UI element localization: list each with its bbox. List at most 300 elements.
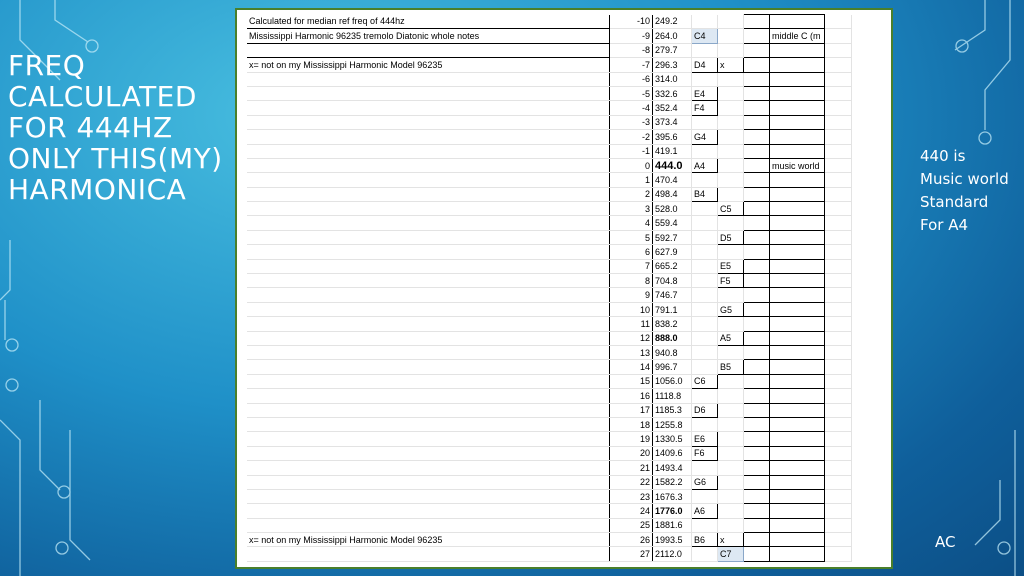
offset-cell[interactable]: 27: [610, 547, 653, 561]
note-cell[interactable]: [692, 317, 718, 331]
frequency-cell[interactable]: 888.0: [653, 331, 692, 345]
description-cell[interactable]: [247, 288, 610, 302]
empty-cell[interactable]: [744, 259, 770, 273]
note-cell[interactable]: [718, 72, 744, 86]
empty-cell[interactable]: [825, 432, 852, 446]
frequency-cell[interactable]: 498.4: [653, 187, 692, 201]
empty-cell[interactable]: [825, 15, 852, 29]
comment-cell[interactable]: [770, 446, 825, 460]
offset-cell[interactable]: -9: [610, 29, 653, 43]
offset-cell[interactable]: -1: [610, 144, 653, 158]
frequency-cell[interactable]: 1582.2: [653, 475, 692, 489]
note-cell[interactable]: [718, 130, 744, 144]
note-cell[interactable]: [718, 432, 744, 446]
empty-cell[interactable]: [744, 489, 770, 503]
description-cell[interactable]: [247, 274, 610, 288]
description-cell[interactable]: [247, 518, 610, 532]
description-cell[interactable]: [247, 417, 610, 431]
empty-cell[interactable]: [825, 230, 852, 244]
offset-cell[interactable]: 0: [610, 158, 653, 172]
empty-cell[interactable]: [825, 504, 852, 518]
note-cell[interactable]: [692, 72, 718, 86]
note-cell[interactable]: [718, 475, 744, 489]
note-cell[interactable]: G6: [692, 475, 718, 489]
empty-cell[interactable]: [825, 72, 852, 86]
offset-cell[interactable]: 26: [610, 533, 653, 547]
description-cell[interactable]: [247, 374, 610, 388]
description-cell[interactable]: [247, 461, 610, 475]
empty-cell[interactable]: [744, 360, 770, 374]
empty-cell[interactable]: [825, 302, 852, 316]
empty-cell[interactable]: [744, 86, 770, 100]
empty-cell[interactable]: [744, 331, 770, 345]
comment-cell[interactable]: [770, 331, 825, 345]
empty-cell[interactable]: [744, 187, 770, 201]
frequency-cell[interactable]: 940.8: [653, 345, 692, 359]
comment-cell[interactable]: [770, 518, 825, 532]
frequency-cell[interactable]: 746.7: [653, 288, 692, 302]
offset-cell[interactable]: -3: [610, 115, 653, 129]
empty-cell[interactable]: [825, 187, 852, 201]
note-cell[interactable]: C4: [692, 29, 718, 43]
comment-cell[interactable]: [770, 403, 825, 417]
empty-cell[interactable]: [825, 547, 852, 561]
note-cell[interactable]: [692, 489, 718, 503]
description-cell[interactable]: [247, 432, 610, 446]
empty-cell[interactable]: [825, 101, 852, 115]
frequency-cell[interactable]: 296.3: [653, 58, 692, 72]
note-cell[interactable]: [718, 15, 744, 29]
description-cell[interactable]: [247, 115, 610, 129]
empty-cell[interactable]: [744, 374, 770, 388]
empty-cell[interactable]: [825, 216, 852, 230]
offset-cell[interactable]: 12: [610, 331, 653, 345]
note-cell[interactable]: [718, 158, 744, 172]
note-cell[interactable]: x: [718, 58, 744, 72]
empty-cell[interactable]: [825, 274, 852, 288]
note-cell[interactable]: E5: [718, 259, 744, 273]
offset-cell[interactable]: 9: [610, 288, 653, 302]
comment-cell[interactable]: [770, 461, 825, 475]
note-cell[interactable]: [718, 187, 744, 201]
frequency-cell[interactable]: 704.8: [653, 274, 692, 288]
description-cell[interactable]: [247, 331, 610, 345]
comment-cell[interactable]: [770, 533, 825, 547]
empty-cell[interactable]: [744, 115, 770, 129]
frequency-cell[interactable]: 419.1: [653, 144, 692, 158]
frequency-cell[interactable]: 528.0: [653, 202, 692, 216]
note-cell[interactable]: [718, 403, 744, 417]
comment-cell[interactable]: [770, 230, 825, 244]
empty-cell[interactable]: [825, 389, 852, 403]
note-cell[interactable]: B6: [692, 533, 718, 547]
empty-cell[interactable]: [825, 374, 852, 388]
empty-cell[interactable]: [744, 475, 770, 489]
comment-cell[interactable]: [770, 43, 825, 57]
empty-cell[interactable]: [744, 547, 770, 561]
note-cell[interactable]: [718, 374, 744, 388]
description-cell[interactable]: [247, 202, 610, 216]
description-cell[interactable]: [247, 302, 610, 316]
note-cell[interactable]: [718, 144, 744, 158]
note-cell[interactable]: [692, 302, 718, 316]
comment-cell[interactable]: [770, 115, 825, 129]
empty-cell[interactable]: [744, 461, 770, 475]
note-cell[interactable]: [718, 173, 744, 187]
empty-cell[interactable]: [825, 331, 852, 345]
description-cell[interactable]: [247, 317, 610, 331]
empty-cell[interactable]: [825, 58, 852, 72]
note-cell[interactable]: [718, 115, 744, 129]
note-cell[interactable]: C6: [692, 374, 718, 388]
empty-cell[interactable]: [744, 58, 770, 72]
comment-cell[interactable]: [770, 202, 825, 216]
offset-cell[interactable]: 11: [610, 317, 653, 331]
empty-cell[interactable]: [825, 43, 852, 57]
comment-cell[interactable]: [770, 72, 825, 86]
note-cell[interactable]: G5: [718, 302, 744, 316]
description-cell[interactable]: x= not on my Mississippi Harmonic Model 96235: [247, 58, 610, 72]
offset-cell[interactable]: -2: [610, 130, 653, 144]
empty-cell[interactable]: [825, 259, 852, 273]
frequency-cell[interactable]: 1409.6: [653, 446, 692, 460]
comment-cell[interactable]: [770, 173, 825, 187]
offset-cell[interactable]: 1: [610, 173, 653, 187]
frequency-cell[interactable]: 1056.0: [653, 374, 692, 388]
frequency-cell[interactable]: 2112.0: [653, 547, 692, 561]
offset-cell[interactable]: -10: [610, 15, 653, 29]
note-cell[interactable]: [718, 461, 744, 475]
description-cell[interactable]: [247, 43, 610, 57]
note-cell[interactable]: [718, 345, 744, 359]
frequency-cell[interactable]: 665.2: [653, 259, 692, 273]
note-cell[interactable]: [692, 216, 718, 230]
note-cell[interactable]: [718, 29, 744, 43]
note-cell[interactable]: D6: [692, 403, 718, 417]
empty-cell[interactable]: [744, 417, 770, 431]
note-cell[interactable]: [718, 489, 744, 503]
offset-cell[interactable]: 17: [610, 403, 653, 417]
empty-cell[interactable]: [744, 518, 770, 532]
note-cell[interactable]: [692, 259, 718, 273]
offset-cell[interactable]: 8: [610, 274, 653, 288]
comment-cell[interactable]: music world: [770, 158, 825, 172]
empty-cell[interactable]: [744, 403, 770, 417]
frequency-cell[interactable]: 1185.3: [653, 403, 692, 417]
empty-cell[interactable]: [825, 86, 852, 100]
offset-cell[interactable]: 18: [610, 417, 653, 431]
note-cell[interactable]: [692, 360, 718, 374]
empty-cell[interactable]: [825, 173, 852, 187]
note-cell[interactable]: B4: [692, 187, 718, 201]
offset-cell[interactable]: 13: [610, 345, 653, 359]
note-cell[interactable]: [718, 101, 744, 115]
note-cell[interactable]: [718, 245, 744, 259]
description-cell[interactable]: [247, 158, 610, 172]
note-cell[interactable]: x: [718, 533, 744, 547]
empty-cell[interactable]: [744, 130, 770, 144]
frequency-cell[interactable]: 1993.5: [653, 533, 692, 547]
empty-cell[interactable]: [744, 216, 770, 230]
comment-cell[interactable]: [770, 547, 825, 561]
frequency-cell[interactable]: 1118.8: [653, 389, 692, 403]
description-cell[interactable]: [247, 403, 610, 417]
description-cell[interactable]: [247, 72, 610, 86]
frequency-cell[interactable]: 1676.3: [653, 489, 692, 503]
note-cell[interactable]: C7: [718, 547, 744, 561]
comment-cell[interactable]: [770, 216, 825, 230]
offset-cell[interactable]: 6: [610, 245, 653, 259]
frequency-cell[interactable]: 627.9: [653, 245, 692, 259]
offset-cell[interactable]: 23: [610, 489, 653, 503]
note-cell[interactable]: [718, 504, 744, 518]
note-cell[interactable]: [692, 389, 718, 403]
note-cell[interactable]: E6: [692, 432, 718, 446]
offset-cell[interactable]: 15: [610, 374, 653, 388]
empty-cell[interactable]: [825, 245, 852, 259]
empty-cell[interactable]: [744, 29, 770, 43]
description-cell[interactable]: Calculated for median ref freq of 444hz: [247, 15, 610, 29]
note-cell[interactable]: B5: [718, 360, 744, 374]
empty-cell[interactable]: [825, 317, 852, 331]
note-cell[interactable]: [718, 317, 744, 331]
empty-cell[interactable]: [744, 288, 770, 302]
empty-cell[interactable]: [744, 389, 770, 403]
note-cell[interactable]: A6: [692, 504, 718, 518]
note-cell[interactable]: [692, 461, 718, 475]
note-cell[interactable]: [692, 202, 718, 216]
frequency-cell[interactable]: 1881.6: [653, 518, 692, 532]
note-cell[interactable]: [692, 288, 718, 302]
note-cell[interactable]: A4: [692, 158, 718, 172]
offset-cell[interactable]: 10: [610, 302, 653, 316]
empty-cell[interactable]: [744, 504, 770, 518]
note-cell[interactable]: [692, 547, 718, 561]
frequency-cell[interactable]: 314.0: [653, 72, 692, 86]
frequency-cell[interactable]: 996.7: [653, 360, 692, 374]
description-cell[interactable]: [247, 130, 610, 144]
frequency-cell[interactable]: 1493.4: [653, 461, 692, 475]
frequency-cell[interactable]: 1330.5: [653, 432, 692, 446]
empty-cell[interactable]: [825, 489, 852, 503]
offset-cell[interactable]: -7: [610, 58, 653, 72]
empty-cell[interactable]: [825, 360, 852, 374]
description-cell[interactable]: [247, 547, 610, 561]
description-cell[interactable]: [247, 101, 610, 115]
empty-cell[interactable]: [744, 101, 770, 115]
note-cell[interactable]: [718, 417, 744, 431]
comment-cell[interactable]: [770, 389, 825, 403]
note-cell[interactable]: F6: [692, 446, 718, 460]
empty-cell[interactable]: [744, 533, 770, 547]
empty-cell[interactable]: [825, 403, 852, 417]
note-cell[interactable]: C5: [718, 202, 744, 216]
empty-cell[interactable]: [744, 245, 770, 259]
comment-cell[interactable]: [770, 86, 825, 100]
empty-cell[interactable]: [744, 202, 770, 216]
offset-cell[interactable]: 16: [610, 389, 653, 403]
description-cell[interactable]: x= not on my Mississippi Harmonic Model 96235: [247, 533, 610, 547]
frequency-cell[interactable]: 332.6: [653, 86, 692, 100]
description-cell[interactable]: [247, 144, 610, 158]
empty-cell[interactable]: [744, 317, 770, 331]
comment-cell[interactable]: [770, 259, 825, 273]
note-cell[interactable]: [718, 288, 744, 302]
description-cell[interactable]: [247, 86, 610, 100]
description-cell[interactable]: [247, 187, 610, 201]
frequency-cell[interactable]: 1255.8: [653, 417, 692, 431]
description-cell[interactable]: [247, 389, 610, 403]
note-cell[interactable]: D4: [692, 58, 718, 72]
offset-cell[interactable]: 22: [610, 475, 653, 489]
empty-cell[interactable]: [744, 173, 770, 187]
comment-cell[interactable]: [770, 374, 825, 388]
empty-cell[interactable]: [825, 345, 852, 359]
note-cell[interactable]: [718, 43, 744, 57]
description-cell[interactable]: [247, 216, 610, 230]
comment-cell[interactable]: middle C (m: [770, 29, 825, 43]
description-cell[interactable]: Mississippi Harmonic 96235 tremolo Diatonic whole notes: [247, 29, 610, 43]
note-cell[interactable]: A5: [718, 331, 744, 345]
description-cell[interactable]: [247, 475, 610, 489]
offset-cell[interactable]: 4: [610, 216, 653, 230]
empty-cell[interactable]: [825, 518, 852, 532]
offset-cell[interactable]: 3: [610, 202, 653, 216]
empty-cell[interactable]: [825, 115, 852, 129]
empty-cell[interactable]: [744, 345, 770, 359]
empty-cell[interactable]: [744, 432, 770, 446]
empty-cell[interactable]: [744, 230, 770, 244]
comment-cell[interactable]: [770, 101, 825, 115]
comment-cell[interactable]: [770, 245, 825, 259]
frequency-cell[interactable]: 838.2: [653, 317, 692, 331]
empty-cell[interactable]: [744, 302, 770, 316]
note-cell[interactable]: D5: [718, 230, 744, 244]
empty-cell[interactable]: [744, 72, 770, 86]
note-cell[interactable]: [718, 518, 744, 532]
comment-cell[interactable]: [770, 360, 825, 374]
frequency-cell[interactable]: 444.0: [653, 158, 692, 172]
description-cell[interactable]: [247, 345, 610, 359]
frequency-cell[interactable]: 1776.0: [653, 504, 692, 518]
note-cell[interactable]: [692, 43, 718, 57]
offset-cell[interactable]: -8: [610, 43, 653, 57]
empty-cell[interactable]: [744, 446, 770, 460]
note-cell[interactable]: E4: [692, 86, 718, 100]
frequency-cell[interactable]: 352.4: [653, 101, 692, 115]
empty-cell[interactable]: [825, 461, 852, 475]
note-cell[interactable]: [692, 144, 718, 158]
offset-cell[interactable]: -6: [610, 72, 653, 86]
empty-cell[interactable]: [825, 446, 852, 460]
frequency-cell[interactable]: 373.4: [653, 115, 692, 129]
note-cell[interactable]: F5: [718, 274, 744, 288]
empty-cell[interactable]: [825, 417, 852, 431]
note-cell[interactable]: G4: [692, 130, 718, 144]
frequency-cell[interactable]: 395.6: [653, 130, 692, 144]
empty-cell[interactable]: [744, 144, 770, 158]
offset-cell[interactable]: 24: [610, 504, 653, 518]
offset-cell[interactable]: 5: [610, 230, 653, 244]
comment-cell[interactable]: [770, 475, 825, 489]
frequency-cell[interactable]: 559.4: [653, 216, 692, 230]
note-cell[interactable]: [692, 331, 718, 345]
empty-cell[interactable]: [744, 274, 770, 288]
frequency-cell[interactable]: 279.7: [653, 43, 692, 57]
frequency-cell[interactable]: 249.2: [653, 15, 692, 29]
comment-cell[interactable]: [770, 302, 825, 316]
note-cell[interactable]: [692, 518, 718, 532]
description-cell[interactable]: [247, 360, 610, 374]
offset-cell[interactable]: 7: [610, 259, 653, 273]
note-cell[interactable]: [718, 389, 744, 403]
note-cell[interactable]: [692, 245, 718, 259]
note-cell[interactable]: [692, 345, 718, 359]
comment-cell[interactable]: [770, 417, 825, 431]
offset-cell[interactable]: 20: [610, 446, 653, 460]
offset-cell[interactable]: 21: [610, 461, 653, 475]
comment-cell[interactable]: [770, 15, 825, 29]
note-cell[interactable]: F4: [692, 101, 718, 115]
note-cell[interactable]: [718, 86, 744, 100]
note-cell[interactable]: [692, 274, 718, 288]
frequency-cell[interactable]: 791.1: [653, 302, 692, 316]
note-cell[interactable]: [718, 216, 744, 230]
description-cell[interactable]: [247, 259, 610, 273]
empty-cell[interactable]: [825, 158, 852, 172]
empty-cell[interactable]: [825, 288, 852, 302]
comment-cell[interactable]: [770, 288, 825, 302]
offset-cell[interactable]: 25: [610, 518, 653, 532]
comment-cell[interactable]: [770, 489, 825, 503]
description-cell[interactable]: [247, 446, 610, 460]
offset-cell[interactable]: 2: [610, 187, 653, 201]
comment-cell[interactable]: [770, 144, 825, 158]
note-cell[interactable]: [692, 173, 718, 187]
note-cell[interactable]: [718, 446, 744, 460]
comment-cell[interactable]: [770, 317, 825, 331]
description-cell[interactable]: [247, 230, 610, 244]
note-cell[interactable]: [692, 417, 718, 431]
frequency-cell[interactable]: 592.7: [653, 230, 692, 244]
offset-cell[interactable]: 19: [610, 432, 653, 446]
empty-cell[interactable]: [825, 144, 852, 158]
comment-cell[interactable]: [770, 130, 825, 144]
offset-cell[interactable]: -5: [610, 86, 653, 100]
frequency-cell[interactable]: 470.4: [653, 173, 692, 187]
empty-cell[interactable]: [825, 29, 852, 43]
offset-cell[interactable]: -4: [610, 101, 653, 115]
empty-cell[interactable]: [744, 158, 770, 172]
comment-cell[interactable]: [770, 345, 825, 359]
comment-cell[interactable]: [770, 432, 825, 446]
description-cell[interactable]: [247, 173, 610, 187]
description-cell[interactable]: [247, 245, 610, 259]
offset-cell[interactable]: 14: [610, 360, 653, 374]
empty-cell[interactable]: [825, 202, 852, 216]
comment-cell[interactable]: [770, 58, 825, 72]
empty-cell[interactable]: [825, 475, 852, 489]
empty-cell[interactable]: [744, 43, 770, 57]
description-cell[interactable]: [247, 489, 610, 503]
empty-cell[interactable]: [825, 130, 852, 144]
empty-cell[interactable]: [825, 533, 852, 547]
frequency-cell[interactable]: 264.0: [653, 29, 692, 43]
description-cell[interactable]: [247, 504, 610, 518]
comment-cell[interactable]: [770, 504, 825, 518]
note-cell[interactable]: [692, 15, 718, 29]
comment-cell[interactable]: [770, 187, 825, 201]
